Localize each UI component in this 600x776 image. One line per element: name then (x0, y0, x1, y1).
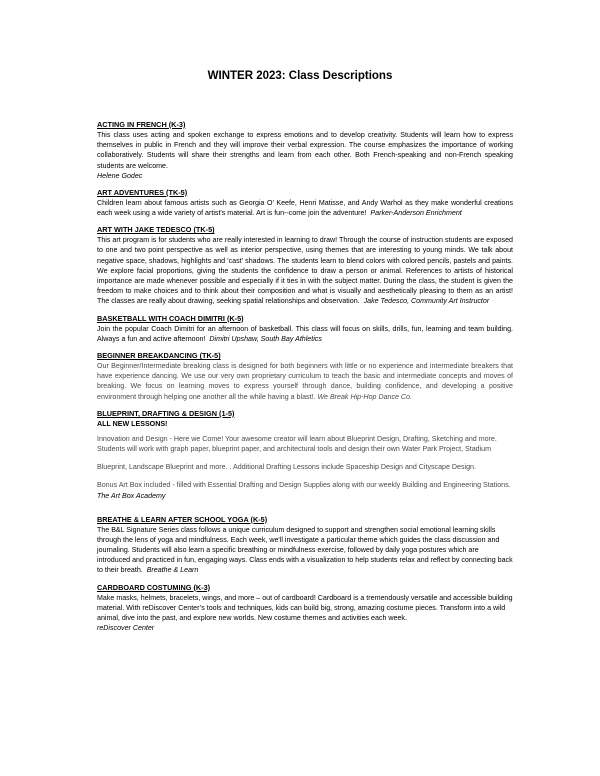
class-description-text: Our Beginner/Intermediate breaking class is designed for both beginners with little or no experience and intermediate breakers that have experience dancing. We use our very own proprietary curriculum to teach the basic and intermediate concepts and moves of breaking. We focus on learning moves to express yourself through dance, building confidence, and developing a positive environment through helping one another all the while having a blast!. (97, 362, 513, 401)
class-provider: Dimitri Upshaw, South Bay Athletics (209, 334, 322, 343)
class-art-with-jake-tedesco (97, 225, 513, 306)
class-heading: BEGINNER BREAKDANCING (TK-5) (97, 351, 221, 361)
class-heading: ART ADVENTURES (TK-5) (97, 187, 188, 197)
class-description: This class uses acting and spoken exchange to express emotions and to develop creativity. Students will learn how to express themselves in public in French and they will improve their verbal expression. The course emphasizes the importance of working collaboratively. Students will share their strengths and learn from each other. Both French-speaking and non-French speaking students are welcome. (97, 131, 513, 170)
class-heading: CARDBOARD COSTUMING (K-3) (97, 582, 211, 592)
class-description (97, 235, 513, 306)
page-title: WINTER 2023: Class Descriptions (207, 70, 393, 82)
class-provider: reDiscover Center (97, 624, 155, 633)
class-descriptions (97, 120, 513, 640)
class-description-text: Join the popular Coach Dimitri for an afternoon of basketball. This class will focus on skills, drills, fun, learning and team building. Always a fun and active afternoon! (97, 324, 513, 343)
class-description: Make masks, helmets, bracelets, wings, and more – out of cardboard! Cardboard is a tremendously versatile and accessible building material. With reDiscover Center’s tools and techniques, kids can build big, strong, amazing costume pieces. Transform into a wild animal, dive into the past, and explore new worlds. New costume themes and activities each week. (97, 593, 513, 623)
class-description-part-2: Blueprint, Landscape Blueprint and more. . Additional Drafting Lessons include Spaceship Design and Cityscape Design. (97, 463, 476, 472)
class-beginner-breakdancing (97, 351, 513, 402)
class-description (97, 324, 513, 344)
class-description-part-3: Bonus Art Box included - filled with Essential Drafting and Design Supplies along with our weekly Building and Engineering Stations. (97, 481, 511, 490)
class-heading: ART WITH JAKE TEDESCO (TK-5) (97, 225, 215, 235)
class-blueprint-drafting-design (97, 409, 513, 501)
class-subheading: ALL NEW LESSONS! (97, 419, 168, 428)
class-cardboard-costuming (97, 583, 513, 634)
class-heading: BLUEPRINT, DRAFTING & DESIGN (1-5) (97, 408, 235, 418)
class-basketball (97, 314, 513, 344)
class-provider: Jake Tedesco, Community Art Instructor (363, 297, 490, 306)
class-description (97, 198, 513, 218)
class-description-text: The B&L Signature Series class follows a unique curriculum designed to support and strengthen social emotional learning skills through the lens of yoga and mindfulness. Each week, we'll investigate a particular theme which guides the class discussion and journaling. Students will also learn a specific breathing or mindfulness exercise, followed by daily yoga postures which are introduced and practiced in fun, engaging ways. Class ends with a visualization to help students relax and reflect by connecting back to their breath. (97, 525, 513, 575)
class-description (97, 525, 513, 576)
class-heading: BASKETBALL WITH COACH DIMITRI (K-5) (97, 313, 244, 323)
class-provider: Helene Godec (97, 171, 143, 180)
class-description-text: Children learn about famous artists such as Georgia O’ Keefe, Henri Matisse, and Andy Warhol as they make wonderful creations each week using a wide variety of artist's material. Art is fun--come join the adventure! (97, 198, 513, 218)
class-description (97, 361, 513, 402)
class-provider: Parker-Anderson Enrichment (370, 209, 462, 218)
class-description-part-1: Innovation and Design - Here we Come! Your awesome creator will learn about Blueprint Design, Drafting, Sketching and more. Students will work with graph paper, blueprint paper, and architectural tools and design their own Water Park Project, Stadium (97, 434, 497, 454)
class-heading: BREATHE & LEARN AFTER SCHOOL YOGA (K-5) (97, 514, 268, 524)
class-art-adventures (97, 188, 513, 218)
class-acting-in-french (97, 120, 513, 181)
class-heading: ACTING IN FRENCH (K-3) (97, 120, 186, 129)
class-provider: The Art Box Academy (97, 491, 166, 500)
class-breathe-and-learn-yoga (97, 515, 513, 576)
class-description-text: This art program is for students who are really interested in learning to draw! Through the course of instruction students are exposed to one and two point perspective as well as interior perspective, using themes that are interesting to young minds. We talk about negative space, shadows, highlights and 'cast' shadows. The students learn to blend colors with colored pencils, pastels and paints. We explore facial proportions, giving the students the confidence to draw a person or animal. References to artists of historical importance are made whenever possible and especially if it ties in with the subject matter. During the class, the student is given the freedom to make choices and to think about their composition and what is visually and aesthetically pleasing to them as an artist! The classes are really about drawing, seeking spatial relationships and observation. (97, 236, 513, 306)
class-provider: Breathe & Learn (146, 566, 199, 575)
class-provider: We Break Hip-Hop Dance Co. (317, 392, 412, 401)
